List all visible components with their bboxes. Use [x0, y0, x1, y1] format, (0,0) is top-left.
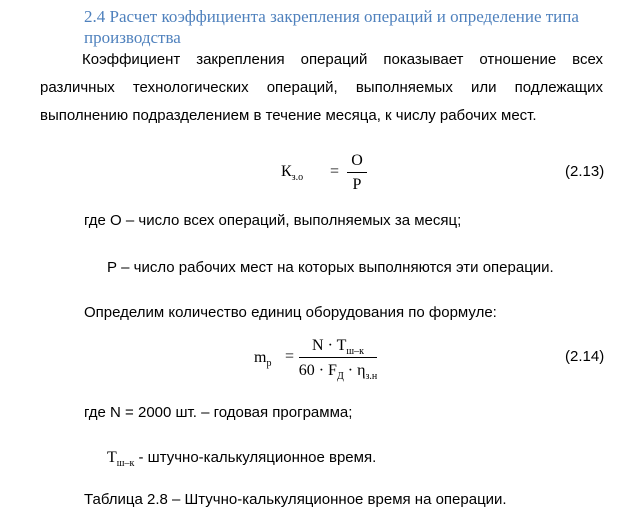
where-T-text: - штучно-калькуляционное время. — [134, 449, 377, 466]
formula-1-equals: = — [330, 163, 340, 180]
formula-2-number: (2.14) — [565, 348, 605, 365]
formula-2-lhs-subscript: p — [266, 358, 272, 369]
formula-1-lhs: К — [281, 163, 292, 180]
where-T-subscript: ш–к — [116, 458, 135, 469]
where-T-symbol: Т — [107, 449, 117, 466]
formula-2-numerator: $N \cdot T_{ш-к}$ — [312, 337, 364, 357]
formula-2-fraction-bar — [299, 357, 377, 358]
intro-paragraph-text: Коэффициент закрепления операций показывает отношение всех различных технологических операций, выполняемых или подлежащих выполнению подразделением в течение месяца, к числу рабочих мест. — [40, 51, 603, 124]
where-P-line: Р – число рабочих мест на которых выполняются эти операции. — [107, 259, 554, 276]
formula-2-denominator: $60 \cdot F_Д \cdot \eta_{з.н}$ — [298, 362, 378, 382]
formula-2-equals: = — [285, 348, 295, 365]
formula-1-numerator: О — [351, 152, 363, 169]
equipment-intro-line: Определим количество единиц оборудования по формуле: — [84, 304, 497, 321]
formula-1-number: (2.13) — [565, 163, 605, 180]
where-N-line: где N = 2000 шт. – годовая программа; — [84, 404, 353, 421]
where-T-line — [107, 448, 376, 474]
formula-1-denominator: Р — [352, 176, 362, 193]
formula-2-lhs: m — [254, 349, 267, 366]
section-heading: 2.4 Расчет коэффициента закрепления операций и определение типа производства — [84, 7, 579, 47]
formula-1-lhs-subscript: з.о — [291, 172, 304, 183]
table-caption: Таблица 2.8 – Штучно-калькуляционное время на операции. — [84, 491, 507, 508]
where-O-line: где О – число всех операций, выполняемых за месяц; — [84, 212, 462, 229]
